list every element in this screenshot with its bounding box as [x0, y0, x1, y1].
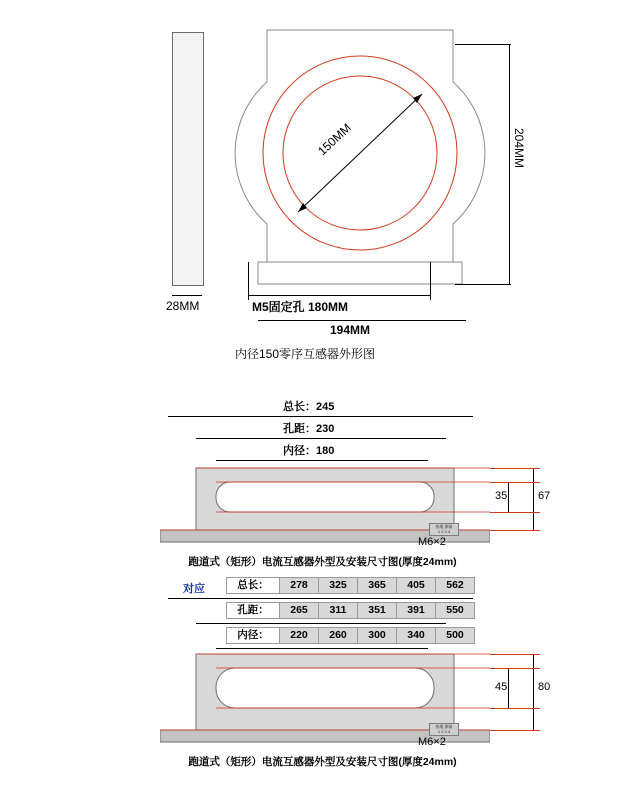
- row-header-inner-diameter: 内径：: [227, 628, 280, 644]
- cell-inner-diameter-3: 300: [358, 628, 397, 644]
- dim-total-length-line-b: [168, 598, 473, 599]
- terminal-label-a: 接地 测量: [435, 524, 453, 529]
- terminal-block-b: [429, 723, 459, 736]
- dimension-thickness-28mm: 28MM: [166, 299, 200, 313]
- cell-total-length-5: 562: [436, 578, 475, 594]
- dimension-variants-table: [226, 577, 475, 594]
- dim-tick-b-3: [490, 654, 540, 655]
- cell-inner-diameter-1: 220: [280, 628, 319, 644]
- dim-tick-a-4: [490, 530, 540, 531]
- dimension-variants-table-row2: [226, 602, 475, 619]
- cell-hole-pitch-3: 351: [358, 603, 397, 619]
- cell-hole-pitch-5: 550: [436, 603, 475, 619]
- dim-hole-pitch-line-b: [196, 623, 446, 624]
- figure-caption-b: 跑道式（矩形）电流互感器外型及安装尺寸图(厚度24mm): [188, 756, 457, 768]
- cell-total-length-2: 325: [319, 578, 358, 594]
- table-row: [227, 603, 475, 619]
- cell-hole-pitch-2: 311: [319, 603, 358, 619]
- cell-inner-diameter-4: 340: [397, 628, 436, 644]
- cell-hole-pitch-4: 391: [397, 603, 436, 619]
- dim-right-tick-bottom: [455, 284, 511, 285]
- dim-inner-height-b: 45: [495, 681, 508, 693]
- dim-outer-height-a: 67: [538, 490, 551, 502]
- dim-tick-b-4: [490, 730, 540, 731]
- dim-overall-line: [258, 320, 466, 321]
- terminal-block-a: [429, 523, 459, 536]
- dim-total-length-a: 总长：245: [283, 401, 335, 413]
- figure-round-zero-sequence-ct: [0, 0, 644, 360]
- terminal-numbers-a: 1 2 3 4: [437, 529, 451, 534]
- cell-total-length-1: 278: [280, 578, 319, 594]
- dim-total-length-line-a: [168, 416, 473, 417]
- side-view-bar: [172, 32, 204, 286]
- cell-inner-diameter-2: 260: [319, 628, 358, 644]
- screw-label-b: M6×2: [418, 736, 446, 748]
- figure-rect-ct-a: [0, 398, 644, 576]
- dim-inner-diameter-a: 内径：180: [283, 445, 335, 457]
- cell-total-length-4: 405: [397, 578, 436, 594]
- dim-tick-a-3: [490, 468, 540, 469]
- dim-holes-ext-right: [430, 262, 431, 300]
- dim-holes-ext-left: [248, 262, 249, 300]
- row-header-hole-pitch: 孔距：: [227, 603, 280, 619]
- dim-35-line-a: [508, 482, 509, 512]
- dimension-mounting-holes: M5固定孔 180MM: [252, 300, 349, 314]
- terminal-label-b: 接地 测量: [435, 724, 453, 729]
- cell-total-length-3: 365: [358, 578, 397, 594]
- corresponding-label: 对应: [183, 583, 205, 595]
- dim-tick-a-2: [490, 512, 540, 513]
- dim-outer-height-b: 80: [538, 681, 551, 693]
- dimension-overall-width: 194MM: [330, 323, 371, 337]
- table-row: [227, 578, 475, 594]
- terminal-numbers-b: 1 2 3 4: [437, 729, 451, 734]
- cell-inner-diameter-5: 500: [436, 628, 475, 644]
- dim-45-line-b: [508, 668, 509, 708]
- row-header-total-length: 总长：: [227, 578, 280, 594]
- figure-rect-ct-b: [0, 576, 644, 776]
- dim-inner-height-a: 35: [495, 490, 508, 502]
- dim-right-vertical-line: [509, 44, 510, 284]
- figure-caption-top: 内径150零序互感器外形图: [235, 347, 376, 361]
- dim-67-line-a: [533, 468, 534, 530]
- dimension-variants-table-row3: [226, 627, 475, 644]
- dim-tick-a-1: [490, 482, 540, 483]
- dimension-diagonal-150mm: 150MM: [315, 120, 354, 159]
- cell-hole-pitch-1: 265: [280, 603, 319, 619]
- table-row: [227, 628, 475, 644]
- dim-thickness-line: [172, 295, 202, 296]
- dim-80-line-b: [533, 654, 534, 730]
- dim-right-tick-top: [455, 44, 511, 45]
- dim-tick-b-2: [490, 708, 540, 709]
- dim-holes-line: [248, 295, 430, 296]
- figure-caption-a: 跑道式（矩形）电流互感器外型及安装尺寸图(厚度24mm): [188, 556, 457, 568]
- screw-label-a: M6×2: [418, 536, 446, 548]
- dim-hole-pitch-line-a: [196, 438, 446, 439]
- dim-hole-pitch-a: 孔距：230: [283, 423, 335, 435]
- dim-tick-b-1: [490, 668, 540, 669]
- dimension-height-204mm: 204MM: [512, 128, 526, 169]
- round-ct-drawing: [210, 22, 510, 292]
